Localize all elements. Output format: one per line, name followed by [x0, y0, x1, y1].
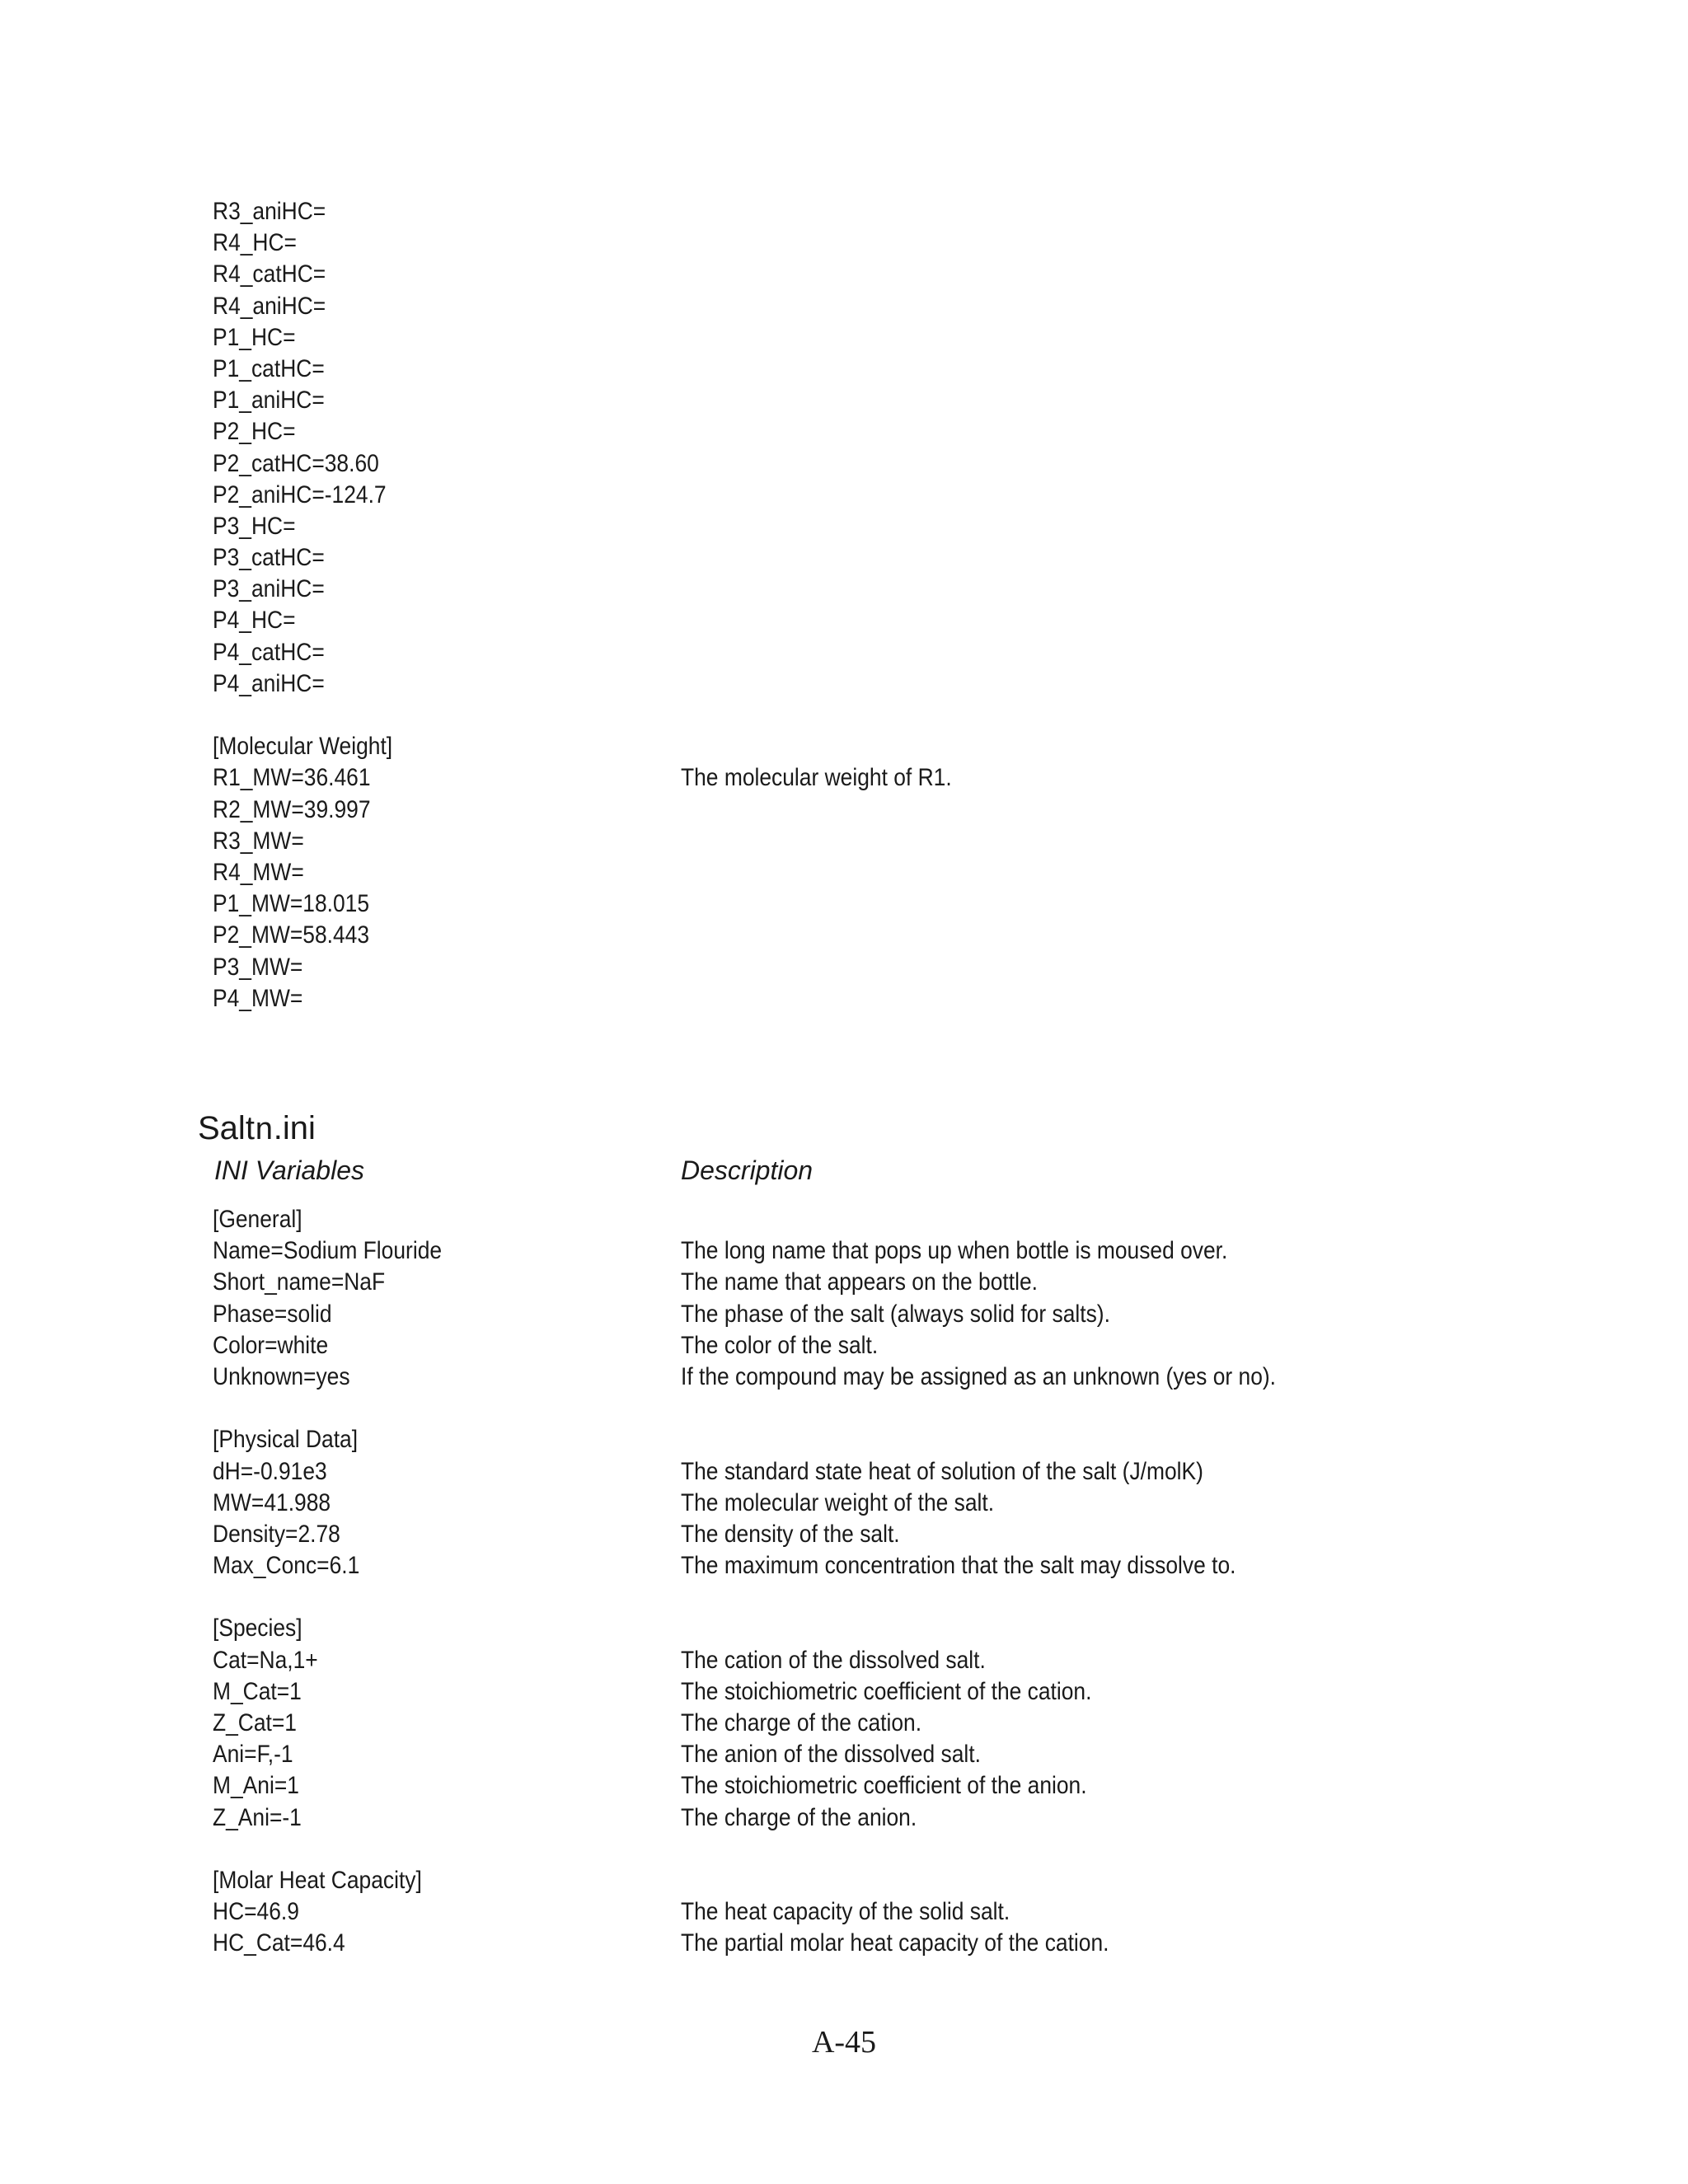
ini-variable: P1_MW=18.015: [213, 890, 370, 918]
ini-variable: dH=-0.91e3: [213, 1457, 327, 1485]
ini-description: The long name that pops up when bottle is moused over.: [681, 1237, 1228, 1265]
ini-description: The name that appears on the bottle.: [681, 1268, 1038, 1296]
ini-description: The heat capacity of the solid salt.: [681, 1898, 1010, 1926]
ini-variable: R1_MW=36.461: [213, 764, 371, 792]
ini-variable: P3_HC=: [213, 512, 296, 540]
ini-variable: P2_aniHC=-124.7: [213, 480, 387, 509]
ini-variable: P2_catHC=38.60: [213, 449, 379, 477]
ini-variable: P4_aniHC=: [213, 669, 325, 697]
ini-description: The stoichiometric coefficient of the cation.: [681, 1677, 1092, 1705]
ini-variable: Phase=solid: [213, 1300, 332, 1328]
ini-variable: Z_Cat=1: [213, 1709, 297, 1736]
page-number: A-45: [811, 2025, 877, 2060]
ini-description: The molecular weight of R1.: [681, 764, 952, 792]
ini-variable: M_Ani=1: [213, 1772, 299, 1800]
ini-description: The partial molar heat capacity of the cation.: [681, 1929, 1109, 1957]
ini-variable: Z_Ani=-1: [213, 1803, 302, 1831]
ini-variable: Color=white: [213, 1331, 329, 1359]
ini-variable: P3_aniHC=: [213, 575, 325, 603]
ini-variable: R3_MW=: [213, 827, 304, 855]
ini-variable: Density=2.78: [213, 1520, 340, 1548]
section-title: Saltn.ini: [198, 1110, 316, 1149]
ini-description: The charge of the anion.: [681, 1803, 917, 1831]
ini-description: The anion of the dissolved salt.: [681, 1741, 981, 1769]
ini-variable: R4_MW=: [213, 858, 304, 886]
ini-variable: MW=41.988: [213, 1488, 331, 1516]
ini-variable: Name=Sodium Flouride: [213, 1237, 443, 1265]
ini-description: The standard state heat of solution of the salt (J/molK): [681, 1457, 1203, 1485]
ini-variable: HC_Cat=46.4: [213, 1929, 345, 1957]
ini-variable: R4_HC=: [213, 229, 297, 257]
ini-variable: P1_aniHC=: [213, 387, 325, 415]
ini-description: The cation of the dissolved salt.: [681, 1646, 986, 1674]
ini-variable: P3_catHC=: [213, 544, 325, 572]
ini-variable: Max_Conc=6.1: [213, 1552, 360, 1580]
ini-description: The maximum concentration that the salt may dissolve to.: [681, 1552, 1236, 1580]
ini-variable: P4_MW=: [213, 984, 303, 1012]
column-header-variables: INI Variables: [214, 1155, 364, 1185]
ini-variable: Unknown=yes: [213, 1362, 350, 1390]
ini-variable: Cat=Na,1+: [213, 1646, 318, 1674]
ini-variable: Ani=F,-1: [213, 1741, 293, 1769]
ini-description: The phase of the salt (always solid for salts).: [681, 1300, 1110, 1328]
ini-variable: P2_MW=58.443: [213, 921, 370, 949]
ini-variable: R2_MW=39.997: [213, 795, 371, 823]
ini-variable: HC=46.9: [213, 1898, 299, 1926]
ini-variable: P4_HC=: [213, 607, 296, 635]
ini-variable: P2_HC=: [213, 418, 296, 446]
ini-variable: P4_catHC=: [213, 638, 325, 666]
ini-variable: R3_aniHC=: [213, 198, 326, 225]
document-page: R3_aniHC= R4_HC= R4_catHC= R4_aniHC= P1_HC= P1_catHC= P1_aniHC= P2_HC= P2_catHC=38.60 P2_aniHC=-124.7 P3_HC= P3_catHC= P3_aniHC= P4_HC= P4_catHC= P4_aniHC= [Molecular Weight] R1_MW=36.461 The molecular weight of R1. R2_MW=39.997 R3_MW= R4_MW= P1_MW=18.015 P2_MW=58.443 P3_MW= P4_MW= Saltn.ini INI Variables Description [General] Name=Sodium Flouride The long name that pops up when bottle is moused over. Short_name=NaF The name that appears on the bottle. Phase=solid The phase of the salt (always solid for salts). Color=white The color of the salt. Unknown=yes If the compound may be assigned as an unknown (yes or no). [Physical Data] dH=-0.91e3 The standard state heat of solution of the salt (J/molK) MW=41.988 The molecular weight of the salt. Density=2.78 The density of the salt. Max_Conc=6.1 The maximum concentration that the salt may dissolve to. [Species] Cat=Na,1+ The cation of the dissolved salt. M_Cat=1 The stoichiometric coefficient of the cation. Z_Cat=1 The charge of the cation. Ani=F,-1 The anion of the dissolved salt. M_Ani=1 The stoichiometric coefficient of the anion. Z_Ani=-1 The charge of the anion. [Molar Heat Capacity] HC=46.9 The heat capacity of the solid salt. HC_Cat=46.4 The partial molar heat capacity of the cation. A-45: [0, 0, 1688, 2184]
ini-variable: M_Cat=1: [213, 1677, 302, 1705]
ini-description: The molecular weight of the salt.: [681, 1488, 995, 1516]
ini-description: If the compound may be assigned as an unknown (yes or no).: [681, 1362, 1277, 1390]
ini-description: The color of the salt.: [681, 1331, 879, 1359]
ini-variable: R4_catHC=: [213, 260, 326, 288]
ini-description: The stoichiometric coefficient of the anion.: [681, 1772, 1087, 1800]
ini-variable: Short_name=NaF: [213, 1268, 386, 1296]
ini-variable: P1_catHC=: [213, 354, 325, 382]
ini-variable: R4_aniHC=: [213, 292, 326, 320]
ini-variable: P3_MW=: [213, 953, 303, 981]
column-header-description: Description: [681, 1155, 814, 1185]
ini-description: The charge of the cation.: [681, 1709, 922, 1736]
ini-variable: P1_HC=: [213, 323, 296, 351]
ini-description: The density of the salt.: [681, 1520, 900, 1548]
